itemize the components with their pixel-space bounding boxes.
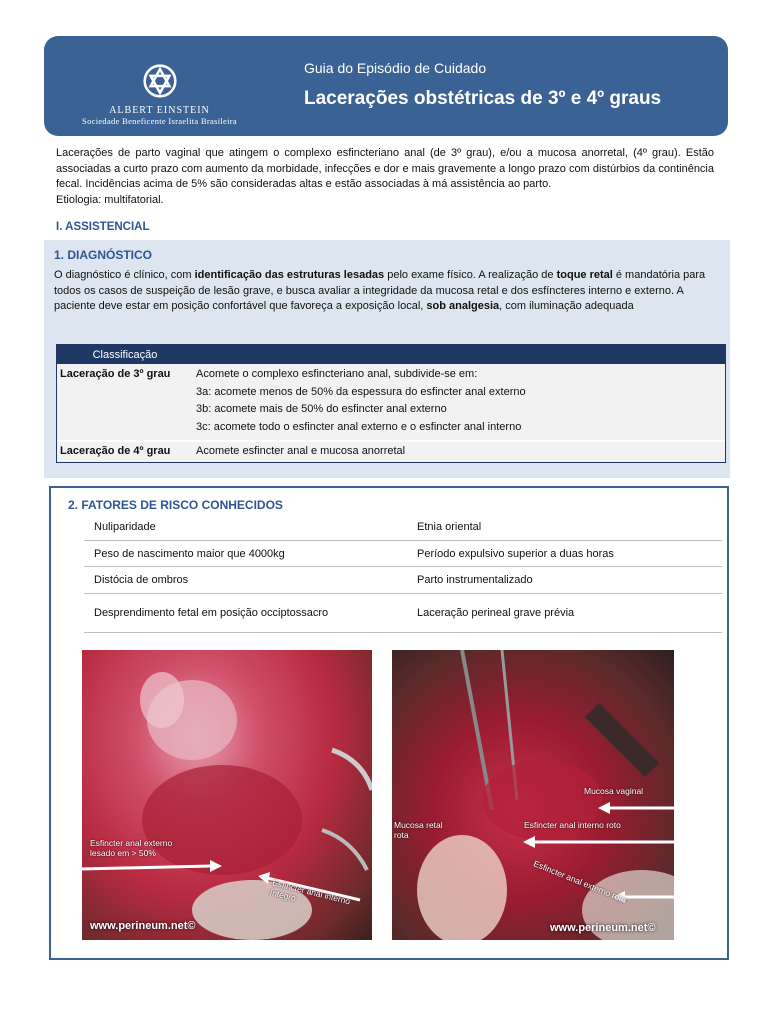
photo-label-external-sphincter-torn: Esfincter anal externo roto: [532, 858, 628, 905]
clinical-photo-left: [82, 650, 372, 940]
row-line: 3a: acomete menos de 50% da espessura do esfincter anal externo: [196, 385, 526, 398]
risk-factor: Etnia oriental: [417, 521, 482, 533]
risk-factors-table: [84, 514, 722, 633]
risk-factor: Parto instrumentalizado: [417, 574, 533, 586]
diag-bold-2: toque retal: [556, 269, 613, 281]
intro-text: [56, 146, 714, 208]
watermark: www.perineum.net©: [90, 920, 196, 932]
section-title-assistencial: I. ASSISTENCIAL: [56, 221, 150, 233]
etiology-line: Etiologia: multifatorial.: [56, 193, 164, 206]
risk-factors-panel: [49, 486, 729, 960]
row-description: [193, 443, 725, 461]
photo-label-external-sphincter: Esfincter anal externo lesado em > 50%: [90, 838, 173, 858]
diag-text-2: pelo exame físico. A realização de: [384, 269, 557, 281]
classification-header-label: Classificação: [92, 348, 158, 361]
row-line: Acomete esfincter anal e mucosa anorretal: [196, 445, 406, 457]
classification-table-header: [57, 345, 725, 364]
header-banner: [44, 36, 728, 136]
risk-factors-title: 2. FATORES DE RISCO CONHECIDOS: [68, 498, 283, 512]
photo-label-rectal-mucosa: Mucosa retal rota: [394, 820, 443, 840]
diagnostico-panel: [44, 240, 730, 478]
row-line: 3c: acomete todo o esfincter anal externo e o esfincter anal interno: [196, 420, 522, 433]
diag-text-3: é mandatória para todos os casos de suspeição de lesão grave, e busca avaliar a integridade da mucosa retal e dos esfíncteres interno e externo. A paciente deve estar em posição confortável que favoreça a exposição local,: [54, 269, 706, 312]
page-title: Lacerações obstétricas de 3º e 4º graus: [304, 88, 662, 109]
table-row: [57, 364, 725, 440]
photo-label-internal-sphincter: Esfincter anal interno íntegro: [268, 877, 352, 907]
star-of-david-logo-icon: [143, 64, 177, 98]
table-row: [57, 440, 725, 462]
intro-paragraph: Lacerações de parto vaginal que atingem o complexo esfincteriano anal (de 3º grau), e/ou a mucosa anorretal, (4º grau). Estão associadas a curto prazo com aumento da morbidade, infecções e dor e mais gravemente a longo prazo com distúrbios da continência fecal. Incidências acima de 5% são consideradas altas e estão associadas à má assistência ao parto.: [56, 147, 714, 190]
risk-factor: Nuliparidade: [94, 521, 156, 533]
risk-factor: Desprendimento fetal em posição occiptossacro: [94, 607, 329, 619]
table-row: [84, 514, 722, 541]
diag-bold-1: identificação das estruturas lesadas: [194, 269, 385, 281]
clinical-photo-right: [392, 650, 674, 940]
diag-text-1: O diagnóstico é clínico, com: [54, 269, 195, 281]
logo-name: ALBERT EINSTEIN: [109, 105, 210, 116]
row-description: [193, 366, 725, 436]
logo-subtitle: Sociedade Beneficente Israelita Brasileira: [82, 116, 237, 126]
guide-supertitle: Guia do Episódio de Cuidado: [304, 60, 487, 76]
table-row: [84, 541, 722, 567]
diagnostico-title: 1. DIAGNÓSTICO: [54, 248, 153, 262]
watermark: www.perineum.net©: [550, 922, 656, 934]
photo-label-vaginal-mucosa: Mucosa vaginal: [584, 786, 644, 796]
table-row: [84, 594, 722, 633]
albert-einstein-logo: [62, 64, 257, 126]
photo-label-internal-sphincter-torn: Esfincter anal interno roto: [524, 820, 621, 830]
diag-bold-3: sob analgesia: [426, 300, 500, 312]
classification-table: [56, 344, 726, 463]
risk-factor: Distócia de ombros: [94, 574, 189, 586]
row-line: Acomete o complexo esfincteriano anal, subdivide-se em:: [196, 368, 478, 380]
row-line: 3b: acomete mais de 50% do esfincter anal externo: [196, 403, 447, 415]
diagnostico-text: [54, 268, 718, 315]
risk-factor: Laceração perineal grave prévia: [417, 607, 575, 619]
row-label: Laceração de 3º grau: [60, 368, 171, 380]
risk-factor: Período expulsivo superior a duas horas: [417, 547, 614, 560]
risk-factor: Peso de nascimento maior que 4000kg: [94, 547, 285, 560]
table-row: [84, 567, 722, 594]
row-label: Laceração de 4º grau: [60, 445, 171, 457]
diag-text-4: , com iluminação adequada: [499, 300, 634, 312]
